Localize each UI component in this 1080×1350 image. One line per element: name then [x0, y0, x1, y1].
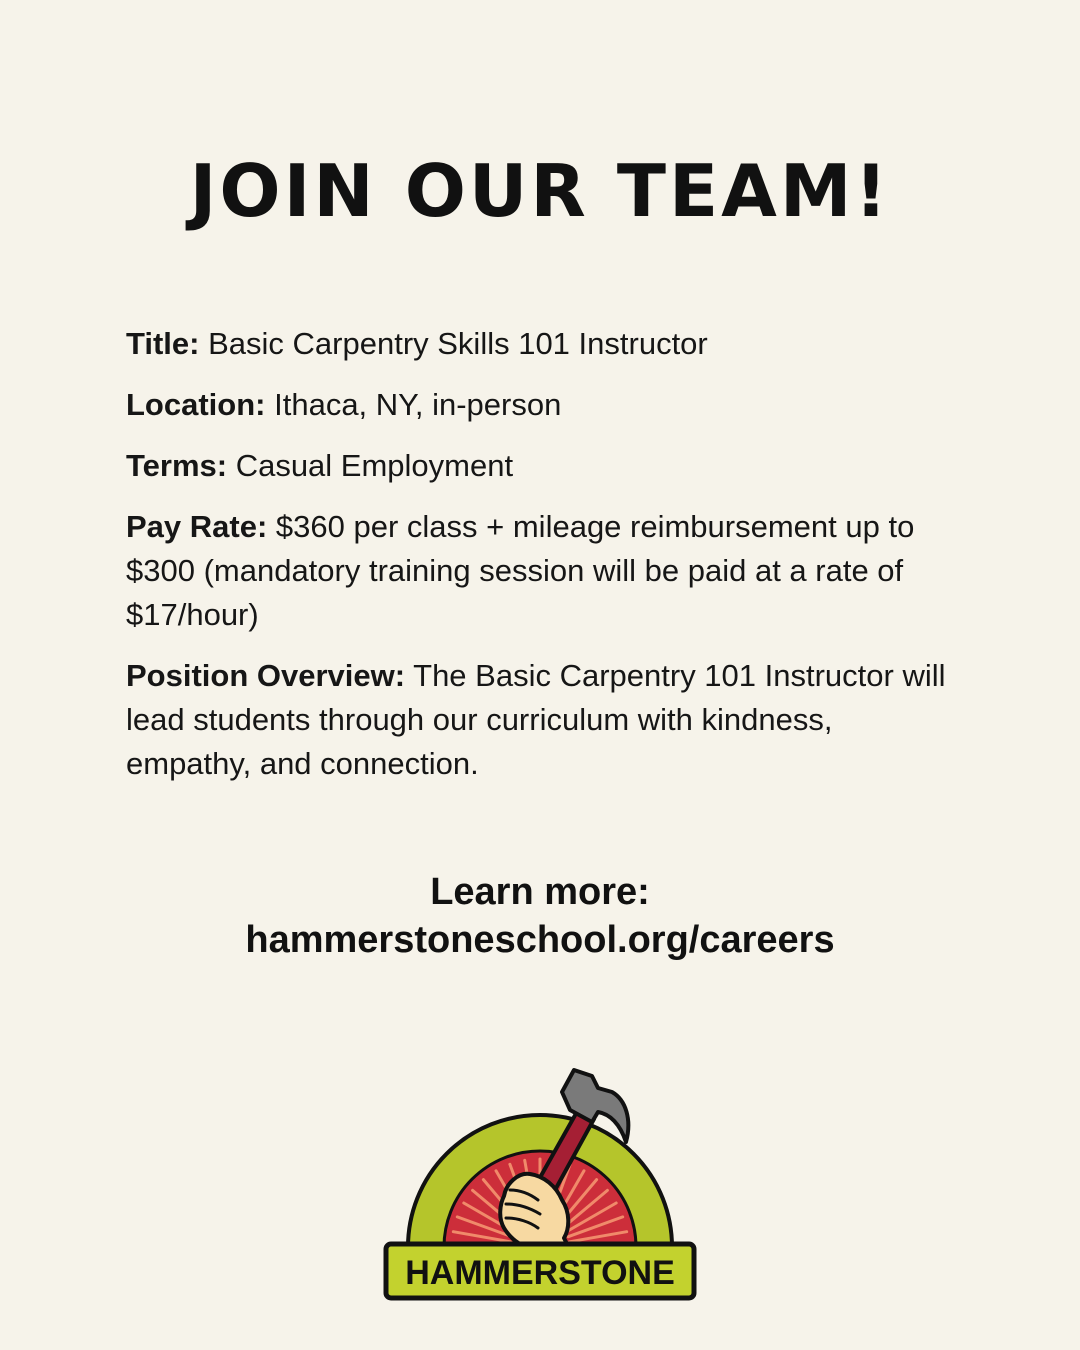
- detail-pay-rate: [126, 505, 956, 637]
- detail-overview-label: Position Overview:: [126, 658, 406, 693]
- hammerstone-logo-graphic: [380, 1062, 700, 1307]
- detail-terms-label: Terms:: [126, 448, 228, 483]
- careers-link[interactable]: hammerstoneschool.org/careers: [245, 919, 835, 961]
- detail-pay-rate-label: Pay Rate:: [126, 509, 268, 544]
- logo-text: HAMMERSTONE: [405, 1254, 675, 1292]
- detail-title-label: Title:: [126, 326, 200, 361]
- headline: JOIN OUR TEAM!: [189, 149, 891, 233]
- learn-more-heading: Learn more:: [430, 871, 650, 913]
- detail-overview-value: The Basic Carpentry 101 Instructor will lead students through our curriculum with kindness, empathy, and connection.: [126, 658, 946, 781]
- learn-more: [0, 868, 1080, 964]
- detail-title-value: Basic Carpentry Skills 101 Instructor: [199, 326, 708, 361]
- job-details: [126, 322, 956, 803]
- detail-terms-value: Casual Employment: [227, 448, 514, 483]
- detail-title: [126, 322, 956, 366]
- detail-overview: [126, 654, 956, 786]
- detail-location: [126, 383, 956, 427]
- hammerstone-logo: [380, 1062, 700, 1307]
- detail-location-value: Ithaca, NY, in-person: [265, 387, 562, 422]
- detail-pay-rate-value: $360 per class + mileage reimbursement up to $300 (mandatory training session will be paid at a rate of $17/hour): [126, 509, 915, 632]
- detail-location-label: Location:: [126, 387, 266, 422]
- detail-terms: [126, 444, 956, 488]
